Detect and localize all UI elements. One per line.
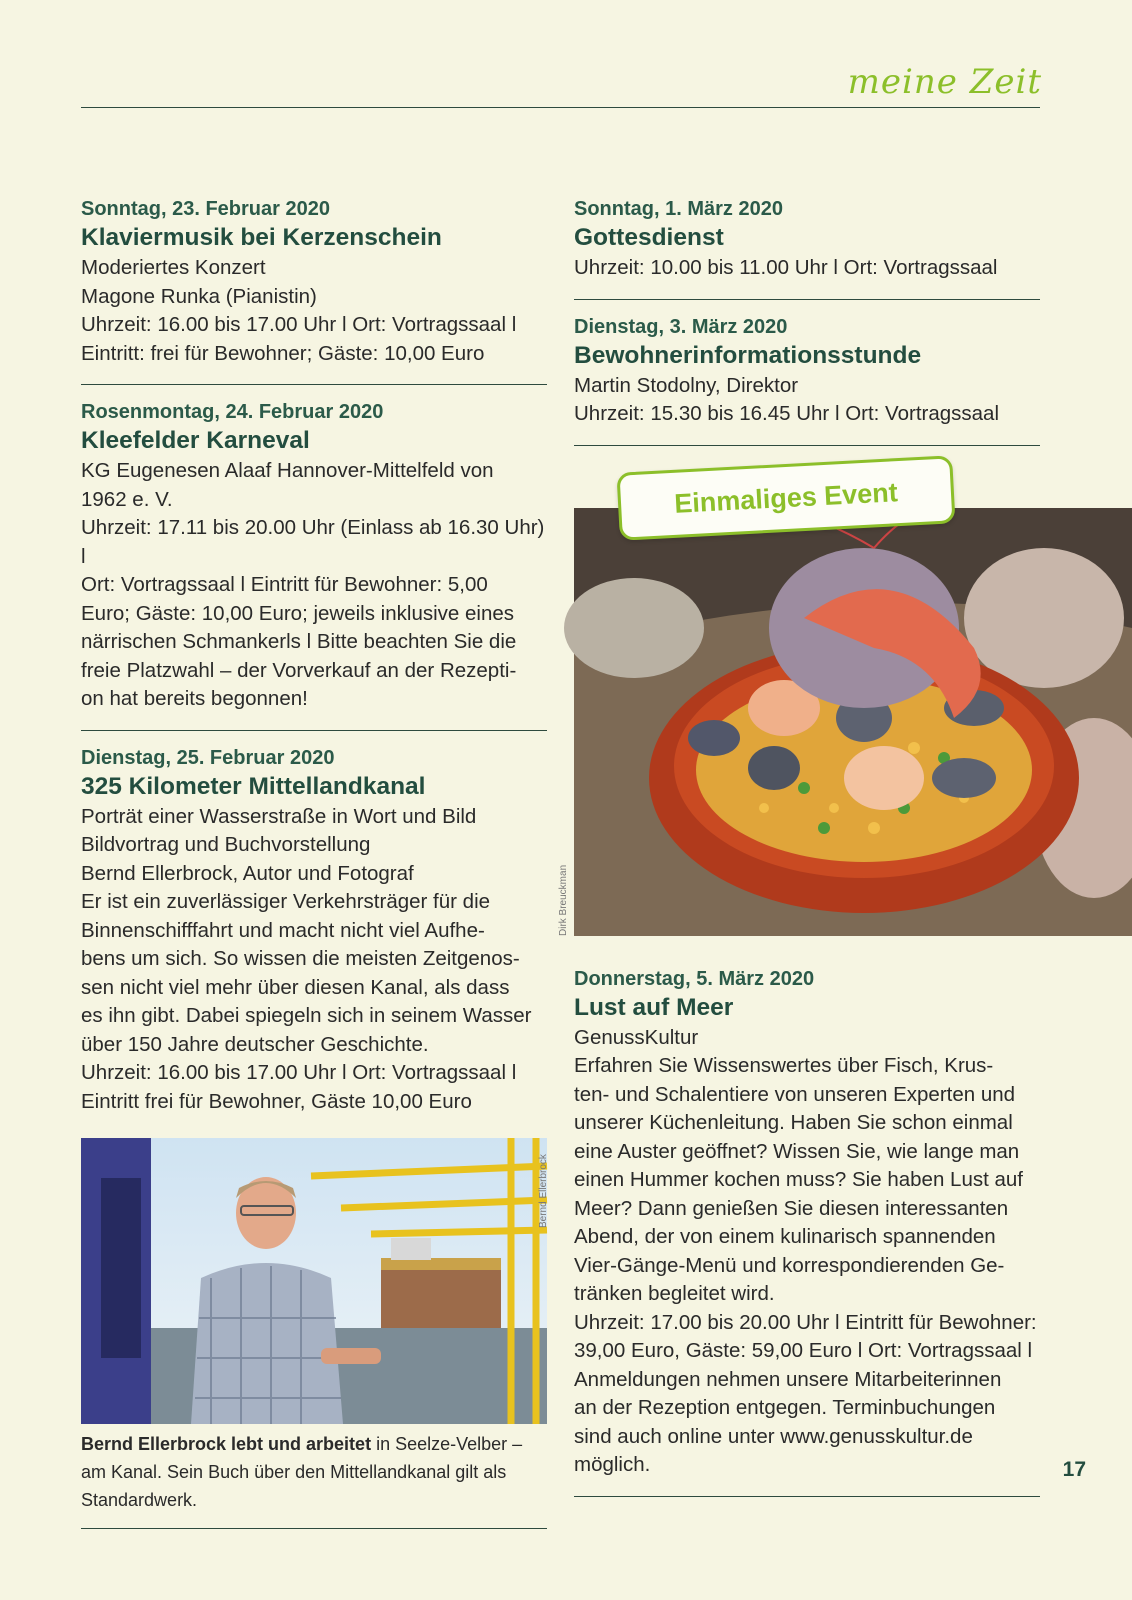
event-line: Meer? Dann genießen Sie diesen interessanten [574, 1196, 1009, 1220]
left-column [81, 196, 547, 1529]
event-date: Dienstag, 3. März 2020 [574, 315, 788, 338]
event-line: sen nicht viel mehr über diesen Kanal, als dass [81, 975, 510, 999]
event-lust-auf-meer [574, 966, 1040, 1497]
event-line: einen Hummer kochen muss? Sie haben Lust auf [574, 1168, 1023, 1191]
event-line: 1962 e. V. [81, 487, 173, 511]
harbor-portrait-illustration [81, 1138, 547, 1424]
event-line: möglich. [574, 1453, 651, 1476]
event-date: Sonntag, 1. März 2020 [574, 198, 783, 220]
event-line: es ihn gibt. Dabei spiegeln sich in seinem Wasser [81, 1004, 532, 1027]
event-line: Uhrzeit: 10.00 bis 11.00 Uhr l Ort: Vortragssaal [574, 256, 998, 279]
event-line: bens um sich. So wissen die meisten Zeitgenos- [81, 947, 520, 970]
right-column [558, 196, 1040, 1511]
event-date: Rosenmontag, 24. Februar 2020 [81, 401, 384, 423]
event-bewohnerinformation [574, 314, 1040, 446]
event-line: ten- und Schalentiere von unseren Experten und [574, 1082, 1016, 1106]
event-line: Ort: Vortragssaal l Eintritt für Bewohner: 5,00 [81, 573, 488, 596]
caption-text: am Kanal. Sein Buch über den Mittellandkanal gilt als [81, 1462, 507, 1482]
event-line: über 150 Jahre deutscher Geschichte. [81, 1032, 429, 1056]
event-line: Bildvortrag und Buchvorstellung [81, 833, 371, 856]
event-title: Lust auf Meer [574, 993, 734, 1021]
event-line: Er ist ein zuverlässiger Verkehrsträger für die [81, 890, 491, 913]
event-line: Eintritt: frei für Bewohner; Gäste: 10,00 Euro [81, 341, 485, 365]
event-line: Binnenschifffahrt und macht nicht viel Aufhe- [81, 918, 485, 942]
event-badge: Einmaliges Event [616, 455, 955, 540]
event-line: närrischen Schmankerls l Bitte beachten Sie die [81, 630, 517, 653]
event-line: freie Platzwahl – der Vorverkauf an der Rezepti- [81, 658, 517, 682]
event-title: Klaviermusik bei Kerzenschein [81, 224, 442, 251]
header-rule [81, 107, 1040, 108]
event-title: Gottesdienst [574, 224, 724, 251]
event-line: Porträt einer Wasserstraße in Wort und Bild [81, 804, 477, 828]
event-title: Bewohnerinformationsstunde [574, 341, 922, 369]
photo-caption [81, 1424, 547, 1529]
event-line: sind auch online unter www.genusskultur.de [574, 1424, 973, 1448]
event-line: tränken begleitet wird. [574, 1282, 775, 1305]
event-gottesdienst [574, 196, 1040, 300]
ellerbrock-photo [81, 1138, 547, 1424]
event-line: KG Eugenesen Alaaf Hannover-Mittelfeld von [81, 459, 494, 482]
event-line: on hat bereits begonnen! [81, 687, 308, 710]
event-line: GenussKultur [574, 1025, 699, 1049]
event-karneval [81, 399, 547, 731]
event-line: an der Rezeption entgegen. Terminbuchungen [574, 1396, 996, 1419]
event-line: Uhrzeit: 17.00 bis 20.00 Uhr l Eintritt für Bewohner: [574, 1310, 1037, 1334]
event-line: Bernd Ellerbrock, Autor und Fotograf [81, 861, 414, 885]
event-title: 325 Kilometer Mittellandkanal [81, 772, 426, 800]
event-line: 39,00 Euro, Gäste: 59,00 Euro l Ort: Vortragssaal l [574, 1339, 1033, 1362]
photo-credit: Bernd Ellerbrock [538, 1154, 549, 1228]
event-line: Martin Stodolny, Direktor [574, 373, 799, 397]
event-line: Magone Runka (Pianistin) [81, 284, 317, 308]
photo-credit: Dirk Breuckman [558, 864, 569, 936]
event-line: Vier-Gänge-Menü und korrespondierenden Ge- [574, 1253, 1005, 1277]
event-date: Sonntag, 23. Februar 2020 [81, 198, 330, 220]
caption-text: Standardwerk. [81, 1490, 198, 1510]
event-klaviermusik [81, 196, 547, 385]
page-number: 17 [1062, 1458, 1086, 1481]
seafood-photo [558, 476, 1132, 936]
event-line: Uhrzeit: 15.30 bis 16.45 Uhr l Ort: Vortragssaal [574, 402, 1000, 425]
event-line: unserer Küchenleitung. Haben Sie schon einmal [574, 1111, 1013, 1134]
event-line: Uhrzeit: 16.00 bis 17.00 Uhr l Ort: Vortragssaal l [81, 1061, 517, 1084]
event-line: eine Auster geöffnet? Wissen Sie, wie lange man [574, 1139, 1020, 1163]
event-title: Kleefelder Karneval [81, 427, 310, 454]
event-line: Uhrzeit: 16.00 bis 17.00 Uhr l Ort: Vortragssaal l [81, 313, 517, 336]
event-line: Moderiertes Konzert [81, 256, 266, 279]
caption-text: in Seelze-Velber – [371, 1434, 523, 1454]
paella-illustration [574, 508, 1132, 936]
event-line: Euro; Gäste: 10,00 Euro; jeweils inklusive eines [81, 601, 515, 625]
event-mittellandkanal [81, 745, 547, 1117]
event-line: Anmeldungen nehmen unsere Mitarbeiterinnen [574, 1367, 1002, 1391]
event-line: Eintritt frei für Bewohner, Gäste 10,00 Euro [81, 1089, 472, 1113]
event-line: Uhrzeit: 17.11 bis 20.00 Uhr (Einlass ab 16.30 Uhr) l [81, 516, 545, 568]
caption-bold: Bernd Ellerbrock lebt und arbeitet [81, 1434, 372, 1454]
event-date: Dienstag, 25. Februar 2020 [81, 746, 335, 769]
event-line: Erfahren Sie Wissenswertes über Fisch, Krus- [574, 1054, 994, 1077]
brand-logo: meine Zeit [847, 62, 1042, 102]
event-line: Abend, der von einem kulinarisch spannenden [574, 1225, 996, 1248]
event-date: Donnerstag, 5. März 2020 [574, 967, 815, 990]
